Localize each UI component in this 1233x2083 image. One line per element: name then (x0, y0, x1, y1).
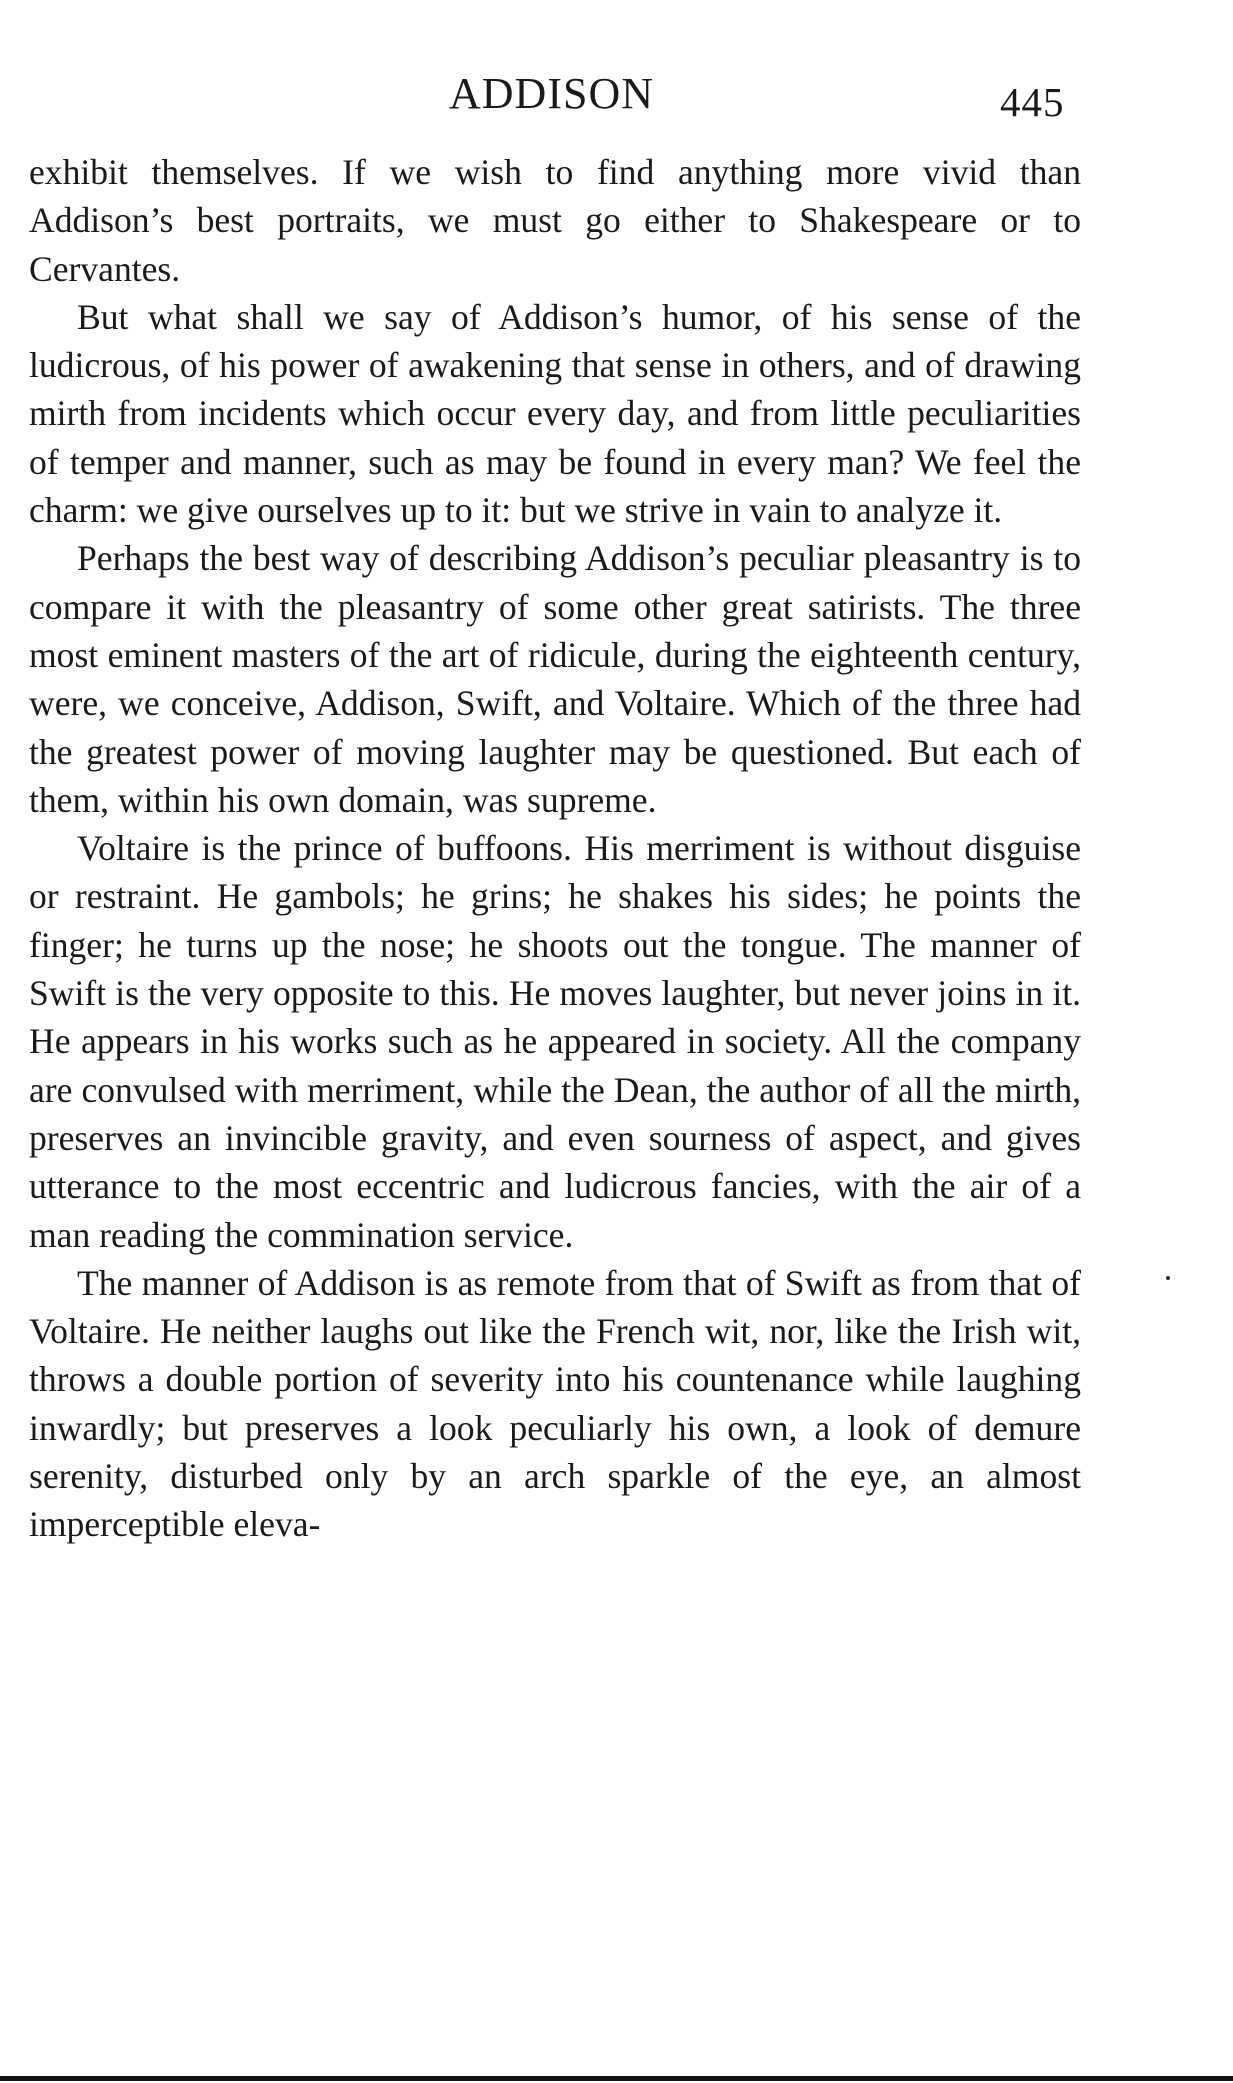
body-text (29, 148, 1081, 1549)
paragraph-continued: exhibit themselves. If we wish to find anything more vivid than Addison’s best portraits, we must go either to Shakespeare or to Cervantes. (29, 152, 1081, 289)
paragraph-satirists: Perhaps the best way of describing Addison’s peculiar pleasantry is to compare it with the pleasantry of some other great satirists. The three most eminent masters of the art of ridicule, during the eighteenth century, were, we conceive, Addison, Swift, and Voltaire. Which of the three had the greatest power of moving laughter may be questioned. But each of them, within his own domain, was supreme. (29, 538, 1081, 820)
paragraph-voltaire-swift: Voltaire is the prince of buffoons. His merriment is without disguise or restraint. He gambols; he grins; he shakes his sides; he points the finger; he turns up the nose; he shoots out the tongue. The manner of Swift is the very opposite to this. He moves laughter, but never joins in it. He appears in his works such as he appeared in society. All the company are convulsed with merriment, while the Dean, the author of all the mirth, preserves an invincible gravity, and even sourness of aspect, and gives utterance to the most eccentric and ludicrous fancies, with the air of a man reading the commination service. (29, 828, 1081, 1255)
paragraph-addison-manner: The manner of Addison is as remote from that of Swift as from that of Voltaire. He neither laughs out like the French wit, nor, like the Irish wit, throws a double portion of severity into his countenance while laughing inwardly; but preserves a look peculiarly his own, a look of demure serenity, disturbed only by an arch sparkle of the eye, an almost imperceptible eleva- (29, 1262, 1081, 1545)
bottom-rule (0, 2076, 1233, 2081)
paragraph-humor: But what shall we say of Addison’s humor, of his sense of the ludicrous, of his power of awakening that sense in others, and of drawing mirth from incidents which occur every day, and from little peculiarities of temper and manner, such as may be found in every man? We feel the charm: we give ourselves up to it: but we strive in vain to analyze it. (29, 296, 1081, 531)
running-head (0, 64, 1233, 124)
print-speck (1166, 1276, 1170, 1280)
page-number: 445 (1000, 79, 1065, 125)
running-head-title: ADDISON (449, 69, 654, 118)
